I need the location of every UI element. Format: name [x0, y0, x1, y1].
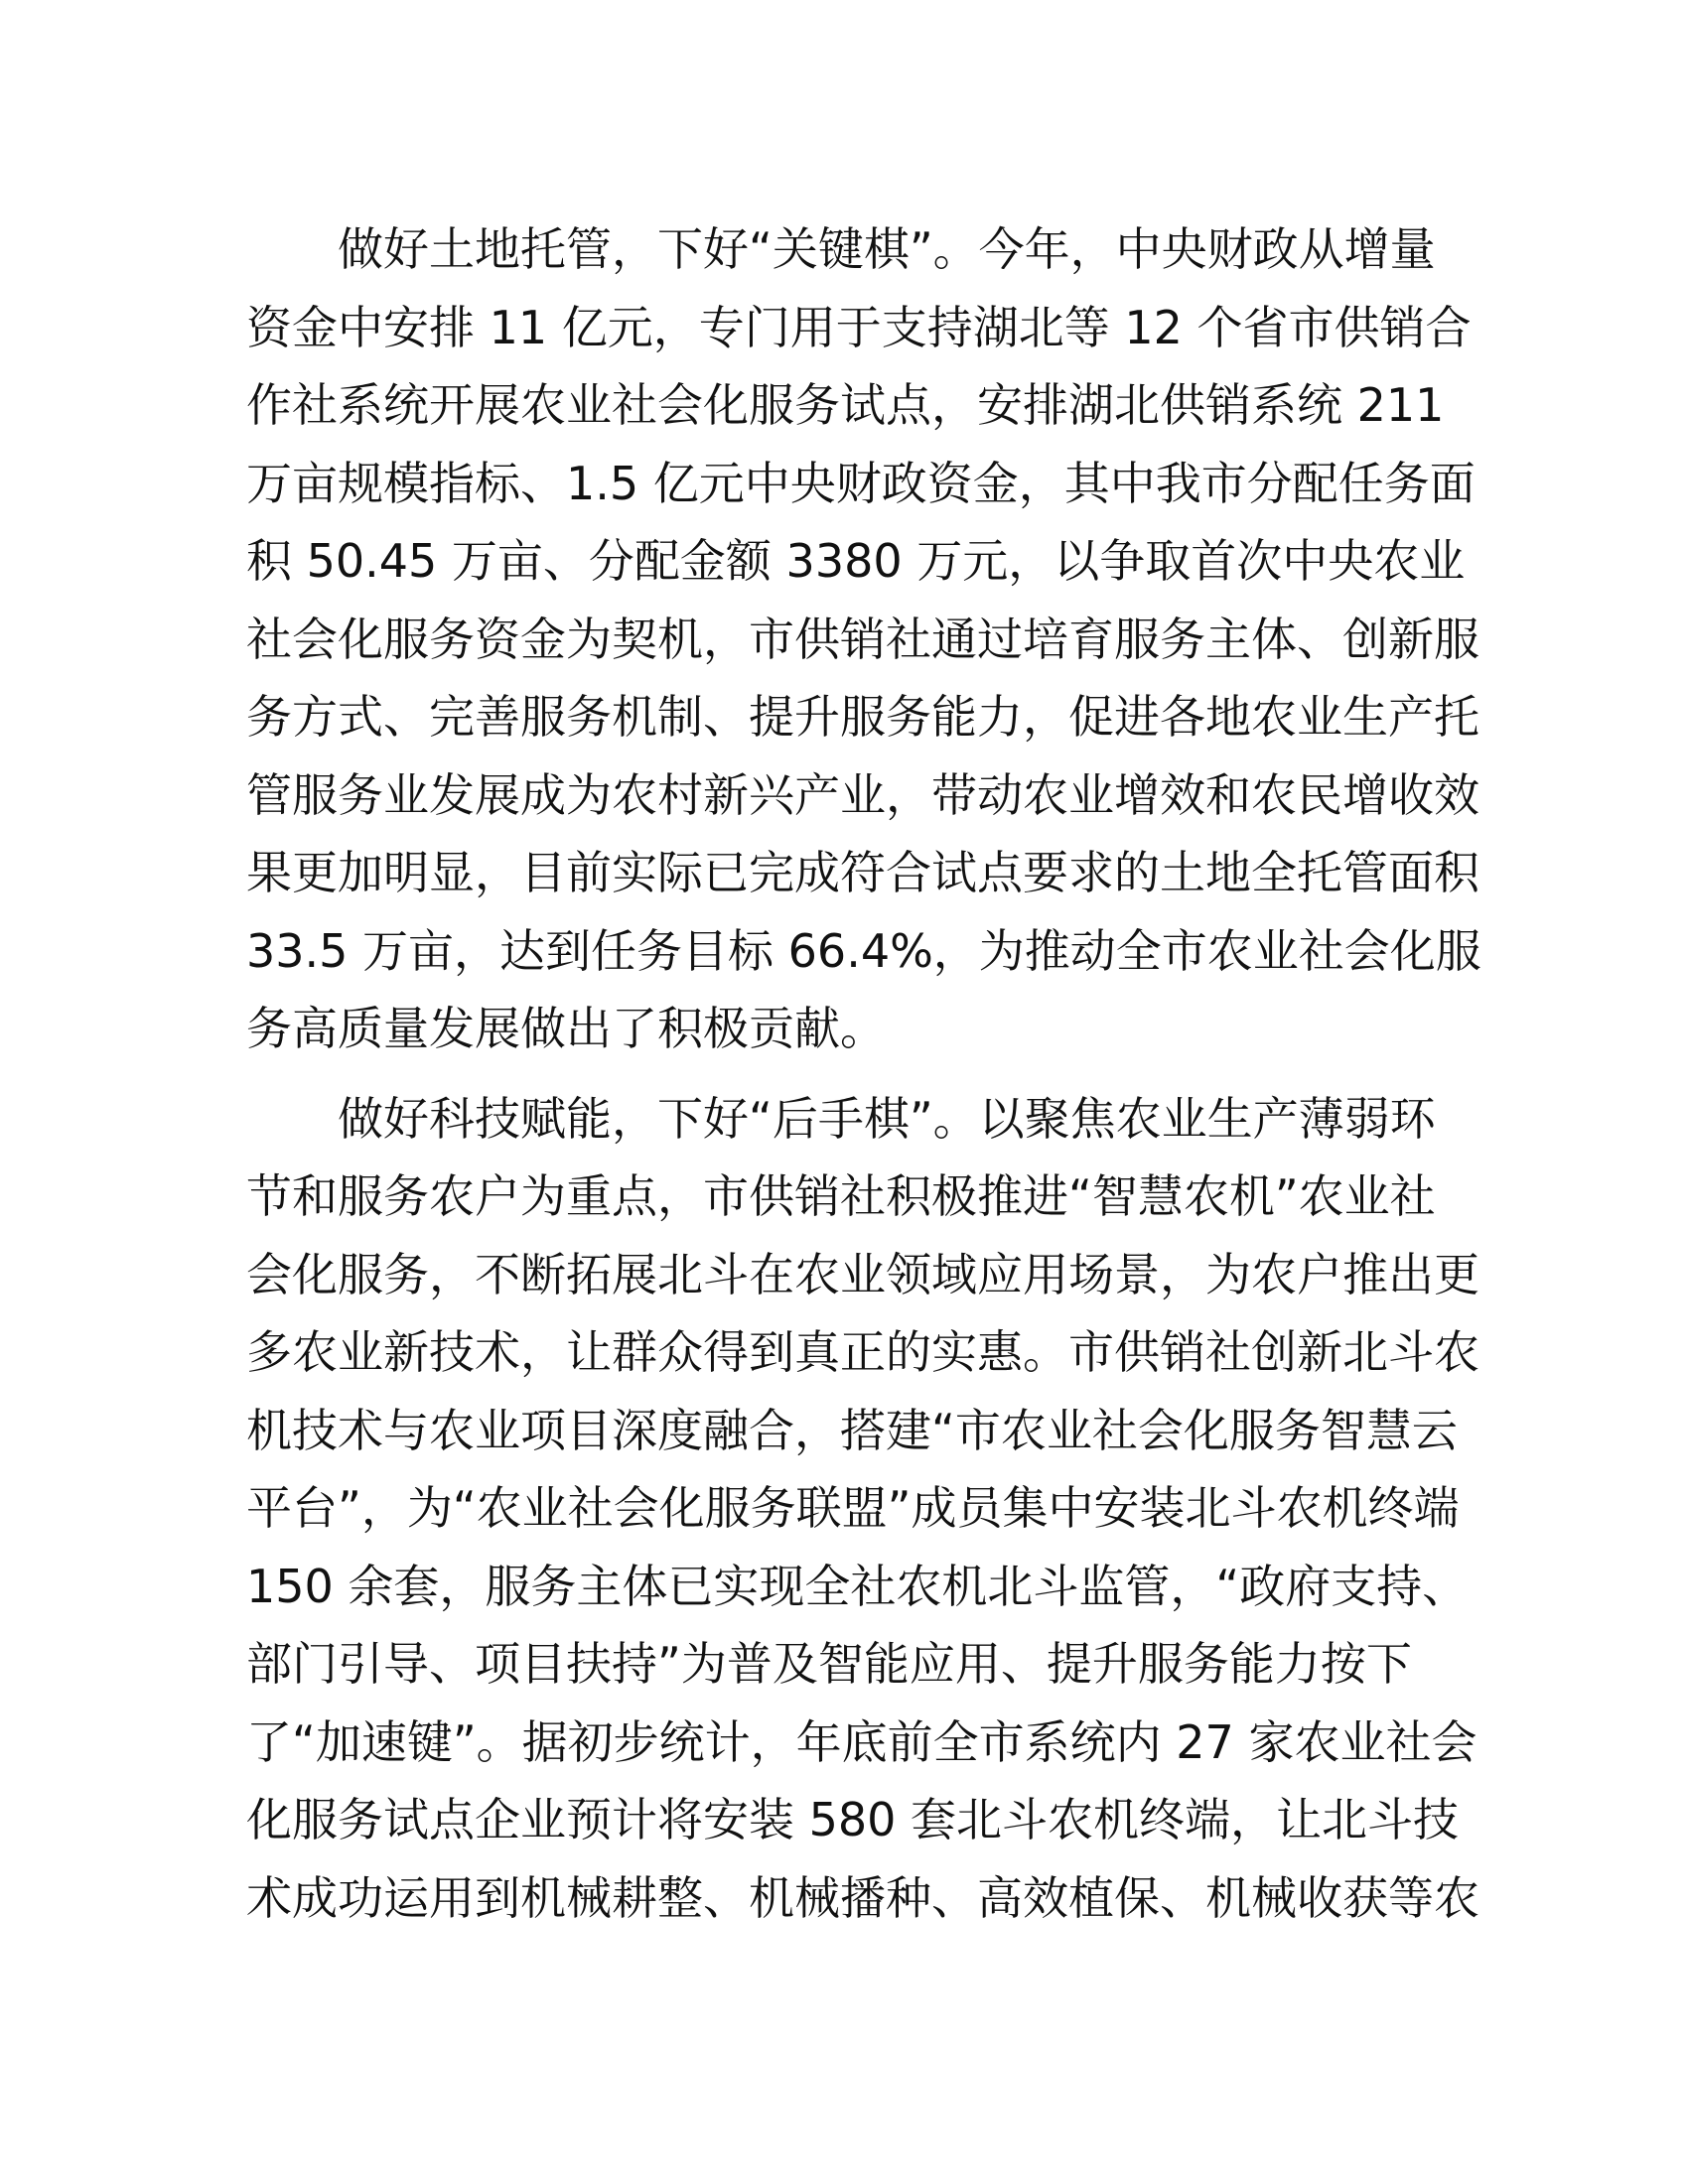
- text-line: 机技术与农业项目深度融合，搭建“市农业社会化服务智慧云: [246, 1403, 1458, 1457]
- text-line: 平台”，为“农业社会化服务联盟”成员集中安装北斗农机终端: [246, 1481, 1460, 1535]
- text-line: 管服务业发展成为农村新兴产业，带动农业增效和农民增收效: [246, 767, 1479, 822]
- text-line: 33.5 万亩，达到任务目标 66.4%，为推动全市农业社会化服: [246, 923, 1481, 978]
- text-line: 150 余套，服务主体已实现全社农机北斗监管，“政府支持、: [246, 1559, 1469, 1613]
- text-line: 万亩规模指标、1.5 亿元中央财政资金，其中我市分配任务面: [246, 456, 1476, 510]
- text-line: 了“加速键”。据初步统计，年底前全市系统内 27 家农业社会: [246, 1714, 1477, 1769]
- text-line: 资金中安排 11 亿元，专门用于支持湖北等 12 个省市供销合: [246, 300, 1472, 354]
- text-line: 部门引导、项目扶持”为普及智能应用、提升服务能力按下: [246, 1637, 1412, 1691]
- text-line: 会化服务，不断拓展北斗在农业领域应用场景，为农户推出更: [246, 1247, 1479, 1301]
- text-line: 作社系统开展农业社会化服务试点，安排湖北供销系统 211: [246, 378, 1445, 432]
- text-line: 果更加明显，目前实际已完成符合试点要求的土地全托管面积: [246, 846, 1479, 899]
- text-line: 务高质量发展做出了积极贡献。: [246, 1002, 886, 1055]
- text-line: 做好土地托管，下好“关键棋”。今年，中央财政从增量: [338, 222, 1436, 276]
- text-line: 化服务试点企业预计将安装 580 套北斗农机终端，让北斗技: [246, 1793, 1460, 1846]
- text-line: 做好科技赋能，下好“后手棋”。以聚焦农业生产薄弱环: [338, 1091, 1436, 1146]
- paragraph-tech-empowerment: [246, 1080, 1479, 1938]
- text-line: 多农业新技术，让群众得到真正的实惠。市供销社创新北斗农: [246, 1325, 1479, 1379]
- paragraph-land-trusteeship: [246, 210, 1481, 1068]
- document-page: [246, 210, 1481, 1937]
- text-line: 积 50.45 万亩、分配金额 3380 万元，以争取首次中央农业: [246, 534, 1466, 588]
- text-line: 务方式、完善服务机制、提升服务能力，促进各地农业生产托: [246, 690, 1479, 744]
- text-line: 术成功运用到机械耕整、机械播种、高效植保、机械收获等农: [246, 1870, 1479, 1925]
- text-line: 节和服务农户为重点，市供销社积极推进“智慧农机”农业社: [246, 1169, 1436, 1223]
- text-line: 社会化服务资金为契机，市供销社通过培育服务主体、创新服: [246, 612, 1479, 666]
